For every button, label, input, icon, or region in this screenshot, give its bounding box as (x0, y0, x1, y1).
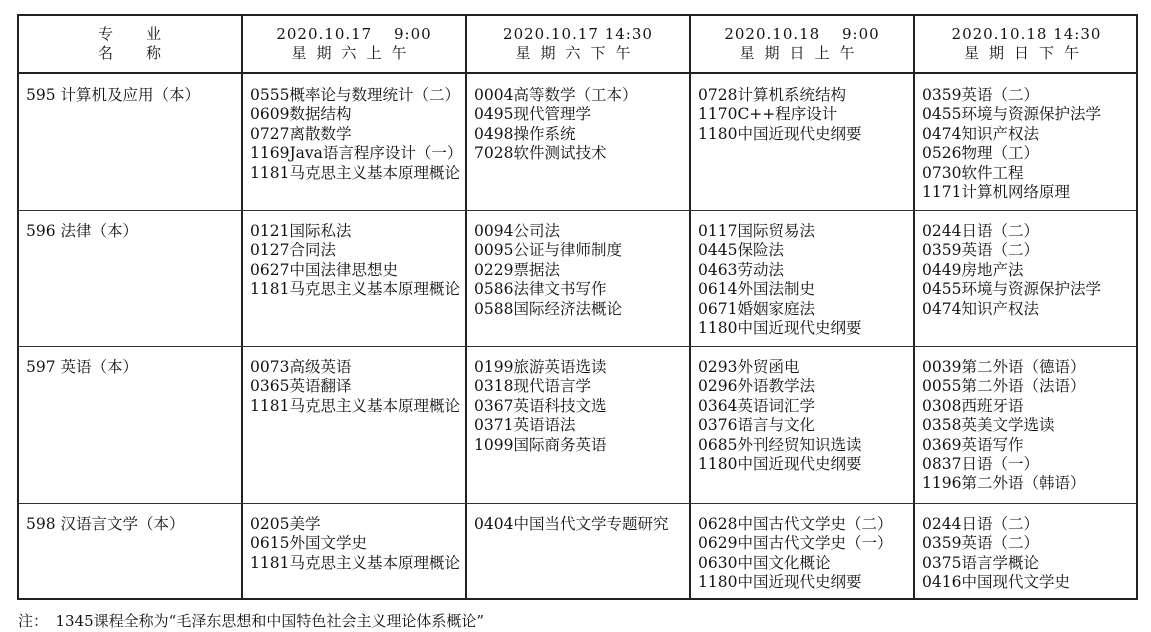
session-label: 星期日下午 (963, 44, 1089, 62)
course-item: 0526物理（工） (922, 144, 1039, 163)
course-list (698, 222, 861, 338)
session-label: 星期六下午 (515, 44, 641, 62)
session-datetime: 2020.10.18 9:00 (724, 25, 880, 43)
course-item: 1180中国近现代史纲要 (698, 124, 862, 143)
course-item: 1180中国近现代史纲要 (698, 319, 862, 338)
course-list (250, 86, 462, 183)
header-major-line2: 名 称 (97, 44, 162, 62)
column-divider (913, 16, 915, 598)
course-list (698, 515, 892, 593)
course-item: 0416中国现代文学史 (922, 573, 1070, 592)
course-item: 1181马克思主义基本原理概论 (250, 163, 460, 182)
course-item: 0229票据法 (474, 260, 560, 279)
course-item: 0117国际贸易法 (698, 222, 815, 240)
column-divider (465, 16, 467, 598)
course-item: 0730软件工程 (922, 163, 1024, 182)
header-major (19, 16, 241, 72)
course-item: 0095公证与律师制度 (474, 241, 622, 260)
course-item: 0404中国当代文学专题研究 (474, 515, 669, 533)
course-list (922, 222, 1101, 319)
header-major-line1: 专 业 (97, 25, 162, 43)
course-item: 0073高级英语 (250, 358, 352, 376)
course-item: 0004高等数学（工本） (474, 86, 638, 104)
course-list (922, 86, 1101, 202)
course-item: 1181马克思主义基本原理概论 (250, 280, 460, 299)
course-item: 0359英语（二） (922, 534, 1039, 553)
course-item: 0308西班牙语 (922, 396, 1024, 415)
course-item: 0376语言与文化 (698, 416, 815, 435)
course-item: 1180中国近现代史纲要 (698, 455, 862, 474)
course-item: 1181马克思主义基本原理概论 (250, 553, 460, 572)
course-list (698, 86, 861, 144)
course-item: 0474知识产权法 (922, 124, 1039, 143)
course-item: 0371英语语法 (474, 416, 576, 435)
exam-schedule-table (17, 14, 1138, 600)
course-item: 0629中国古代文学史（一） (698, 534, 893, 553)
course-item: 0367英语科技文选 (474, 396, 607, 415)
row-divider (19, 503, 1136, 504)
row-divider (19, 210, 1136, 211)
course-item: 0455环境与资源保护法学 (922, 280, 1101, 299)
course-item: 1180中国近现代史纲要 (698, 573, 862, 592)
course-item: 0474知识产权法 (922, 299, 1039, 318)
course-item: 0449房地产法 (922, 260, 1024, 279)
course-item: 0121国际私法 (250, 222, 352, 240)
course-item: 0205美学 (250, 515, 321, 533)
course-item: 0586法律文书写作 (474, 280, 607, 299)
course-item: 1169Java语言程序设计（一） (250, 144, 463, 163)
header-session-4 (915, 16, 1138, 72)
course-item: 0293外贸函电 (698, 358, 800, 376)
course-item: 0365英语翻译 (250, 377, 352, 396)
course-item: 0455环境与资源保护法学 (922, 105, 1101, 124)
course-item: 0837日语（一） (922, 455, 1039, 474)
course-item: 0127合同法 (250, 241, 336, 260)
course-list (922, 515, 1070, 593)
course-item: 0495现代管理学 (474, 105, 591, 124)
course-item: 0609数据结构 (250, 105, 352, 124)
footnote: 注： 1345课程全称为“毛泽东思想和中国特色社会主义理论体系概论” (18, 612, 485, 630)
course-item: 0445保险法 (698, 241, 784, 260)
course-item: 1171计算机网络原理 (922, 183, 1070, 202)
course-list (698, 358, 861, 474)
course-item: 0094公司法 (474, 222, 560, 240)
major-name: 596 法律（本） (26, 222, 139, 240)
course-item: 0364英语词汇学 (698, 396, 815, 415)
major-name: 598 汉语言文学（本） (26, 515, 185, 533)
course-item: 0318现代语言学 (474, 377, 591, 396)
course-item: 0244日语（二） (922, 222, 1039, 240)
major-name: 595 计算机及应用（本） (26, 86, 201, 104)
course-item: 0671婚姻家庭法 (698, 299, 815, 318)
course-item: 0685外刊经贸知识选读 (698, 435, 862, 454)
header-session-2 (467, 16, 689, 72)
course-list (474, 515, 668, 534)
course-item: 0369英语写作 (922, 435, 1024, 454)
course-item: 0498操作系统 (474, 124, 576, 143)
course-item: 0375语言学概论 (922, 553, 1039, 572)
session-datetime: 2020.10.17 9:00 (276, 25, 432, 43)
course-list (250, 515, 460, 573)
course-item: 0296外语教学法 (698, 377, 815, 396)
course-item: 0359英语（二） (922, 241, 1039, 260)
course-list (474, 86, 637, 164)
course-item: 1099国际商务英语 (474, 435, 607, 454)
course-item: 0615外国文学史 (250, 534, 367, 553)
session-label: 星期六上午 (291, 44, 417, 62)
course-item: 0588国际经济法概论 (474, 299, 622, 318)
header-session-1 (243, 16, 465, 72)
course-item: 0627中国法律思想史 (250, 260, 398, 279)
course-item: 0244日语（二） (922, 515, 1039, 533)
course-item: 0555概率论与数理统计（二） (250, 86, 460, 104)
course-item: 1181马克思主义基本原理概论 (250, 396, 460, 415)
course-item: 1196第二外语（韩语） (922, 474, 1086, 493)
course-list (474, 358, 606, 455)
course-item: 0628中国古代文学史（二） (698, 515, 893, 533)
major-name: 597 英语（本） (26, 358, 139, 376)
course-item: 0727离散数学 (250, 124, 352, 143)
column-divider (689, 16, 691, 598)
course-list (474, 222, 622, 319)
session-datetime: 2020.10.17 14:30 (503, 25, 653, 43)
row-divider (19, 346, 1136, 347)
course-list (250, 358, 460, 416)
session-label: 星期日上午 (739, 44, 865, 62)
course-list (922, 358, 1085, 494)
course-item: 0630中国文化概论 (698, 553, 831, 572)
course-list (250, 222, 460, 300)
course-item: 1170C++程序设计 (698, 105, 838, 124)
course-item: 0463劳动法 (698, 260, 784, 279)
course-item: 0055第二外语（法语） (922, 377, 1086, 396)
session-datetime: 2020.10.18 14:30 (951, 25, 1102, 43)
header-divider (19, 72, 1136, 74)
course-item: 7028软件测试技术 (474, 144, 607, 163)
course-item: 0358英美文学选读 (922, 416, 1055, 435)
course-item: 0039第二外语（德语） (922, 358, 1086, 376)
course-item: 0728计算机系统结构 (698, 86, 846, 104)
header-session-3 (691, 16, 913, 72)
column-divider (241, 16, 243, 598)
course-item: 0359英语（二） (922, 86, 1039, 104)
course-item: 0199旅游英语选读 (474, 358, 607, 376)
course-item: 0614外国法制史 (698, 280, 815, 299)
